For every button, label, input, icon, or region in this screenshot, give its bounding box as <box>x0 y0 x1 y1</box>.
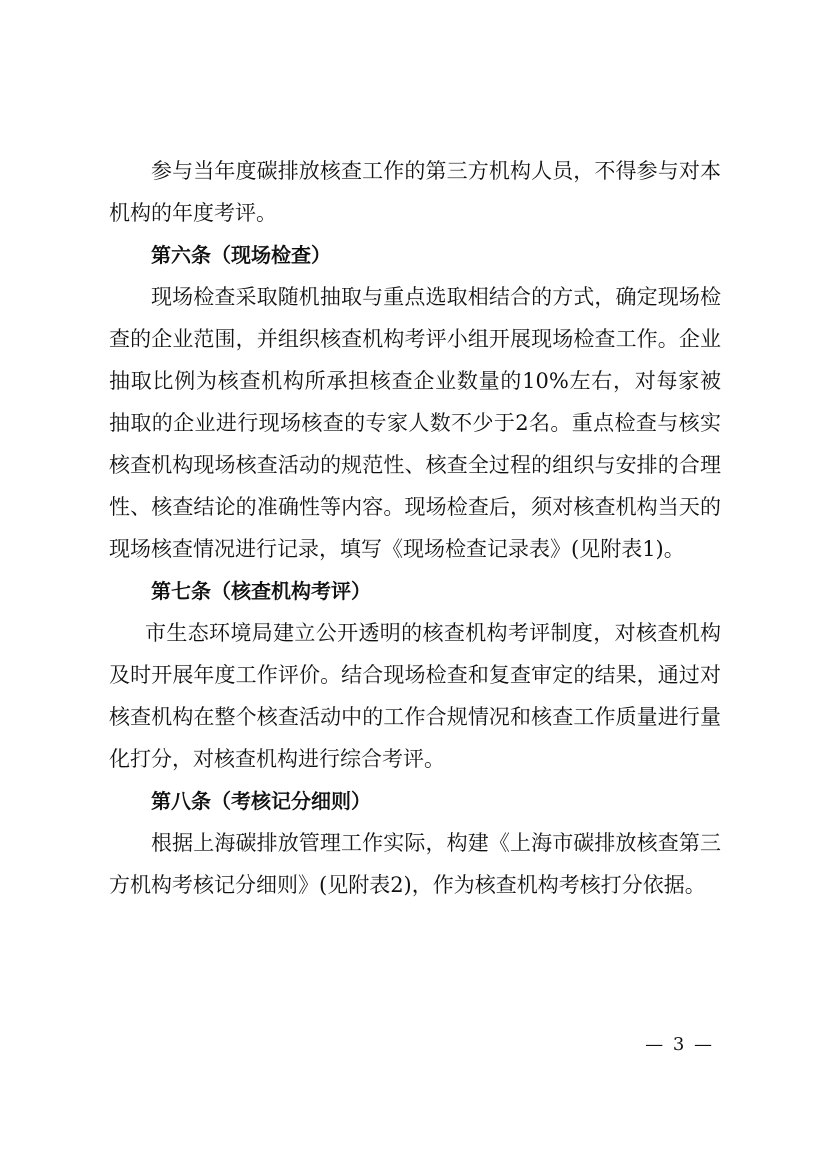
page-number: — 3 — <box>645 1034 714 1055</box>
heading-article-8: 第八条（考核记分细则） <box>151 789 371 813</box>
document-body <box>109 150 721 906</box>
paragraph-agency-evaluation: 市生态环境局建立公开透明的核查机构考评制度，对核查机构及时开展年度工作评价。结合现场检查和复查审定的结果，通过对核查机构在整个核查活动中的工作合规情况和核查工作质量进行量化打分，对核查机构进行综合考评。 <box>109 621 721 771</box>
paragraph-exclusion-rule: 参与当年度碳排放核查工作的第三方机构人员，不得参与对本机构的年度考评。 <box>109 159 721 225</box>
heading-article-7: 第七条（核查机构考评） <box>151 579 371 603</box>
paragraph-scoring-rules: 根据上海碳排放管理工作实际，构建《上海市碳排放核查第三方机构考核记分细则》(见附表2)，作为核查机构考核打分依据。 <box>109 831 721 897</box>
heading-article-6: 第六条（现场检查） <box>151 243 331 267</box>
paragraph-onsite-inspection: 现场检查采取随机抽取与重点选取相结合的方式，确定现场检查的企业范围，并组织核查机构考评小组开展现场检查工作。企业抽取比例为核查机构所承担核查企业数量的10%左右，对每家被抽取的企业进行现场核查的专家人数不少于2名。重点检查与核实核查机构现场核查活动的规范性、核查全过程的组织与安排的合理性、核查结论的准确性等内容。现场检查后，须对核查机构当天的现场核查情况进行记录，填写《现场检查记录表》(见附表1)。 <box>109 285 721 561</box>
